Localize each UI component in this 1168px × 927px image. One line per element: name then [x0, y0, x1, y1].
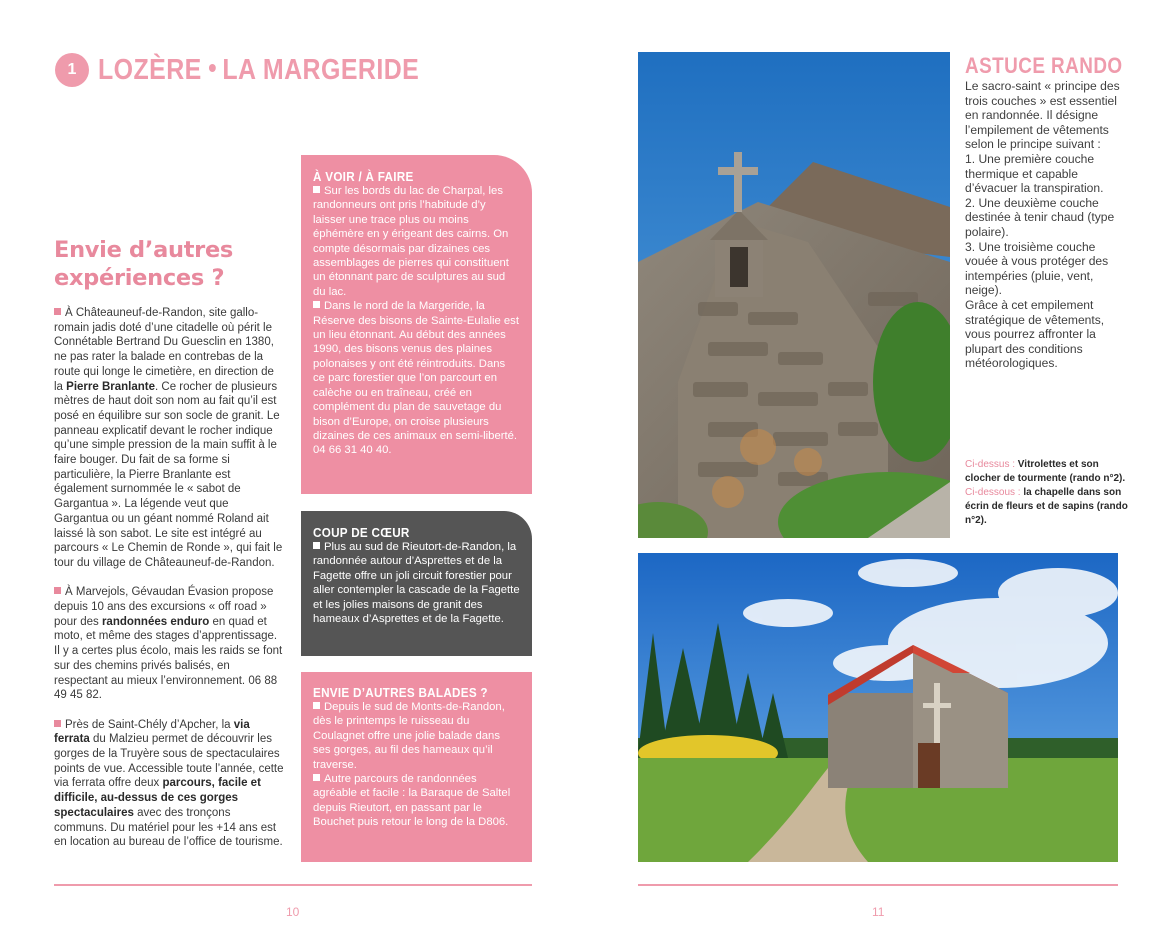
square-bullet-icon — [54, 587, 61, 594]
astuce-item: 2. Une deuxième couche destinée à tenir chaud (type polaire). — [965, 195, 1115, 239]
astuce-intro: Le sacro-saint « principe des trois couches » est essentiel en randonnée. Il désigne l’empilement de vêtements selon le principe suivant : — [965, 79, 1120, 152]
box-a-voir-a-faire — [301, 155, 532, 494]
chapter-header — [55, 52, 472, 88]
box-title: ENVIE D’AUTRES BALADES ? — [313, 685, 488, 700]
page-number-right: 11 — [872, 905, 885, 919]
paragraph-marvejols: À Marvejols, Gévaudan Évasion propose depuis 10 ans des excursions « off road » pour des randonnées enduro en quad et moto, et même des stages d’apprentissage. Il y a certes plus écolo, mais les raids se font sur des chemins privés balisés, en respectant au mieux l’environnement. 06 88 49 45 82. — [54, 586, 283, 702]
square-bullet-icon — [313, 301, 320, 308]
caption-above: Ci-dessus : Vitrolettes et son clocher de tourmente (rando n°2). — [965, 459, 1126, 484]
box-item: Autre parcours de randonnées agréable et facile : la Baraque de Saltel depuis Rieutort, en passant par le Bouchet puis retour le long de la D806. — [313, 773, 511, 829]
paragraph-saint-chely: Près de Saint-Chély d’Apcher, la via ferrata du Malzieu permet de découvrir les gorges de la Truyère sous de spectaculaires points de vue. Accessible toute l’année, cette via ferrata offre deux parcours, facile et difficile, au-dessus de ces gorges spectaculaires avec des tronçons communs. Du matériel pour les +14 ans est en location au bureau de l’office de tourisme. — [54, 718, 284, 849]
astuce-item: 1. Une première couche thermique et capable d’évacuer la transpiration. — [965, 151, 1104, 196]
box-title: COUP DE CŒUR — [313, 525, 410, 540]
paragraph-chateauneuf: À Châteauneuf-de-Randon, site gallo-romain jadis doté d’une citadelle où périt le Connétable Bertrand Du Guesclin en 1380, ne pas rater la balade en contrebas de la route qui longe le cimetière, en direction de la Pierre Branlante. Ce rocher de plusieurs mètres de haut doit son nom au fait qu’il est posé en équilibre sur son socle de granit. Le panneau explicatif devant le rocher indique qu’une simple pression de la main suffit à le faire bouger. Du fait de sa forme si particulière, la Pierre Branlante est également surnommée le « sabot de Gargantua ». La légende veut que Gargantua ou un géant nommé Roland ait laissé là son sabot. Le site est intégré au parcours « Le Chemin de Ronde », qui fait le tour du village de Châteauneuf-de-Randon. — [54, 307, 283, 569]
stone-chapel-photo — [638, 52, 950, 538]
box-item: Sur les bords du lac de Charpal, les randonneurs ont pris l’habitude d’y laisser une trace plus ou moins éphémère en y érigeant des cairns. On compte désormais par dizaines ces assemblages de pierres qui constituent un étonnant parc de sculptures au sud du lac. — [313, 185, 509, 298]
page-number-left: 10 — [286, 905, 300, 919]
left-column-text — [54, 306, 286, 865]
astuce-item: 3. Une troisième couche vouée à vous protéger des intempéries (pluie, vent, neige). — [965, 239, 1109, 298]
astuce-title: ASTUCE RANDO — [965, 53, 1123, 78]
square-bullet-icon — [54, 308, 61, 315]
box-coup-de-coeur — [301, 511, 532, 656]
footer-rule-right — [638, 884, 1118, 886]
section-title-line-1: Envie d’autres — [54, 237, 234, 263]
square-bullet-icon — [313, 542, 320, 549]
photo-captions — [965, 458, 1130, 528]
square-bullet-icon — [313, 186, 320, 193]
square-bullet-icon — [54, 720, 61, 727]
caption-below: Ci-dessous : la chapelle dans son écrin de fleurs et de sapins (rando n°2). — [965, 487, 1128, 526]
square-bullet-icon — [313, 774, 320, 781]
astuce-conclusion: Grâce à cet empilement stratégique de vêtements, vous pourrez affronter la plupart des conditions météorologiques. — [965, 297, 1105, 371]
chapter-title-region: LOZÈRE — [98, 53, 202, 86]
chapter-title — [98, 54, 419, 87]
box-autres-balades — [301, 672, 532, 862]
box-title: À VOIR / À FAIRE — [313, 169, 414, 184]
section-title-line-2: expériences ? — [54, 265, 225, 291]
box-item: Plus au sud de Rieutort-de-Randon, la randonnée autour d’Asprettes et de la Fagette offre un joli circuit forestier pour aller contempler la cascade de la Fagette et les jolies maisons de granit des hameaux d’Asprettes et de la Fagette. — [313, 541, 520, 626]
box-item: Dans le nord de la Margeride, la Réserve des bisons de Sainte-Eulalie est un lieu étonnant. Au début des années 1990, des bisons venus des plaines polonaises y ont été réintroduits. Dans ce parc forestier que l’on parcourt en calèche ou en traîneau, créé en complément du plan de sauvetage du bison d’Europe, on croise plusieurs dizaines de ces animaux en semi-liberté. 04 66 31 40 40. — [313, 300, 519, 457]
bullet-dot-icon — [209, 64, 216, 72]
box-item: Depuis le sud de Monts-de-Randon, dès le printemps le ruisseau du Coulagnet offre une jolie balade dans ses gorges, au fil des hameaux qu’il traverse. — [313, 701, 505, 771]
chapter-title-area: LA MARGERIDE — [222, 53, 420, 86]
chapter-number-badge: 1 — [55, 53, 89, 87]
red-roof-chapel-photo — [638, 553, 1118, 862]
section-title — [54, 236, 284, 292]
square-bullet-icon — [313, 702, 320, 709]
footer-rule-left — [54, 884, 532, 886]
astuce-text — [965, 79, 1125, 371]
